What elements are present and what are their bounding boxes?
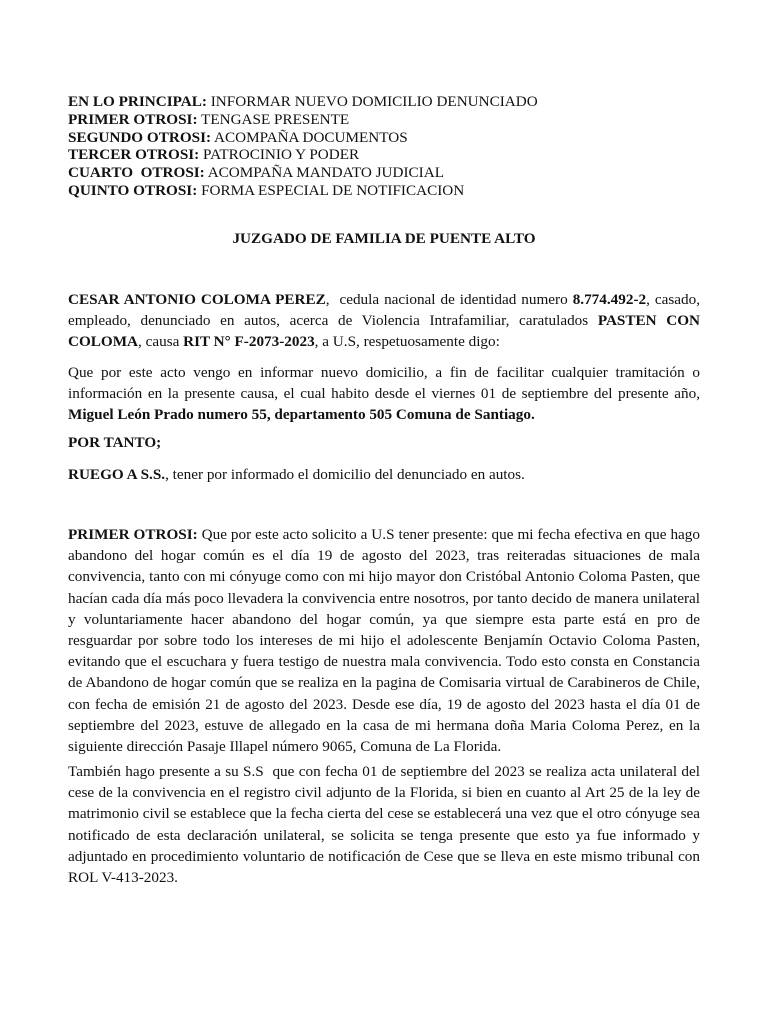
summary-text: ACOMPAÑA MANDATO JUDICIAL [204, 164, 444, 182]
primer-otrosi-text: Que por este acto solicito a U.S tener presente: que mi fecha efectiva en que hago abandono del hogar común es el día 19 de agosto del 2023, tras reiteradas situaciones de mala convivencia, tanto con mi cónyuge como con mi hijo mayor don Cristóbal Antonio Coloma Pasten, que hacían cada día más poco llevadera la convivencia entre nosotros, por tanto decido de manera unilateral y voluntariamente hacer abandono del hogar común, ya que siempre esta parte está en pro de resguardar por sobre todo los intereses de mi hijo el adolescente Benjamín Octavio Coloma Pasten, evitando que el escuchara y fuera testigo de nuestra mala convivencia. Todo esto consta en Constancia de Abandono de hogar común que se realiza en la pagina de Comisaria virtual de Carabineros de Chile, con fecha de emisión 21 de agosto del 2023. Desde ese día, 19 de agosto del 2023 hasta el día 01 de septiembre del 2023, estuve de allegado en la casa de mi hermana doña Maria Coloma Perez, en la siguiente dirección Pasaje Illapel número 9065, Comuna de La Florida. [68, 526, 700, 756]
intro-paragraph [68, 289, 700, 353]
summary-text: PATROCINIO Y PODER [199, 146, 360, 164]
case-name: PASTEN CON COLOMA [68, 312, 700, 351]
address-text: Que por este acto vengo en informar nuevo domicilio, a fin de facilitar cualquier tramitación o información en la presente causa, el cual habito desde el viernes 01 de septiembre del presente año, [68, 364, 700, 403]
request-label: RUEGO A S.S. [68, 466, 166, 483]
court-title: JUZGADO DE FAMILIA DE PUENTE ALTO [232, 230, 536, 247]
summary-label: SEGUNDO OTROSI: [68, 128, 212, 146]
request-text: , tener por informado el domicilio del denunciado en autos. [165, 466, 525, 483]
primer-otrosi-label: PRIMER OTROSI: [68, 526, 198, 543]
summary-label: TERCER OTROSI: [68, 146, 200, 164]
summary-line-primer-otrosi [68, 111, 708, 129]
summary-text: TENGASE PRESENTE [197, 110, 350, 128]
intro-text: , causa [138, 333, 184, 351]
summary-line-segundo-otrosi [68, 129, 708, 147]
summary-line-principal [68, 93, 708, 111]
summary-line-tercer-otrosi [68, 146, 708, 164]
summary-label: CUARTO OTROSI: [68, 164, 205, 182]
petitioner-name: CESAR ANTONIO COLOMA PEREZ [68, 291, 326, 308]
summary-text: ACOMPAÑA DOCUMENTOS [211, 128, 408, 146]
intro-text: , cedula nacional de identidad numero [325, 291, 573, 308]
id-number: 8.774.492-2 [572, 291, 647, 308]
primer-otrosi-paragraph [68, 524, 700, 757]
summary-label: PRIMER OTROSI: [68, 110, 198, 128]
tambien-paragraph [68, 761, 704, 888]
por-tanto-heading: POR TANTO; [68, 434, 162, 451]
case-number: RIT N° F-2073-2023 [183, 333, 315, 351]
tambien-text: También hago presente a su S.S que con fecha 01 de septiembre del 2023 se realiza acta unilateral del cese de la convivencia en el registro civil adjunto de la Florida, si bien en cuanto al Art 25 de la ley de matrimonio civil se establece que la fecha cierta del cese se establecerá una vez que el otro cónyuge sea notificado de esta declaración unilateral, se solicita se tenga presente que esto ya fue informado y adjuntado en procedimiento voluntario de notificación de Cese que se lleva en este mismo tribunal con ROL V-413-2023. [68, 763, 704, 887]
summary-label: EN LO PRINCIPAL: [68, 93, 207, 110]
new-address: Miguel León Prado numero 55, departamento 505 Comuna de Santiago. [68, 406, 535, 424]
request-paragraph [68, 464, 700, 485]
summary-text: INFORMAR NUEVO DOMICILIO DENUNCIADO [206, 93, 538, 110]
summary-line-cuarto-otrosi [68, 164, 708, 182]
address-paragraph [68, 362, 700, 426]
summary-label: QUINTO OTROSI: [68, 181, 198, 199]
summary-line-quinto-otrosi [68, 182, 708, 200]
intro-text: , casado, empleado, denunciado en autos, acerca de Violencia Intrafamiliar, caratulados [68, 291, 700, 330]
summary-text: FORMA ESPECIAL DE NOTIFICACION [197, 181, 465, 199]
petition-summary [68, 93, 708, 200]
intro-text: , a U.S, respetuosamente digo: [314, 333, 500, 351]
